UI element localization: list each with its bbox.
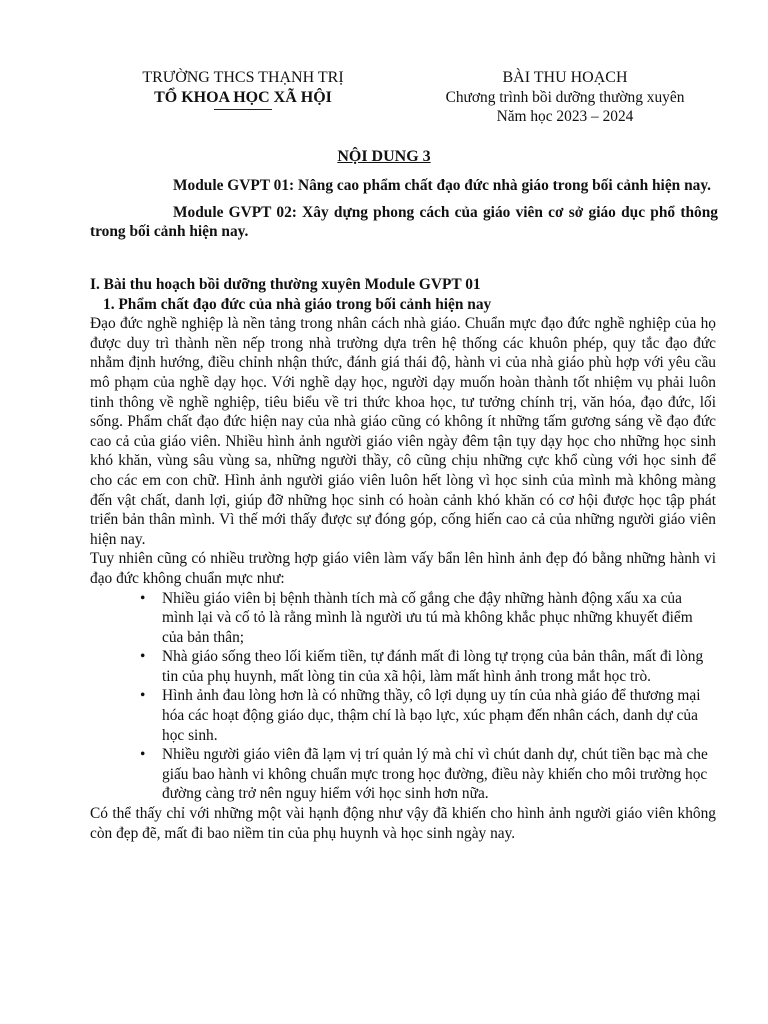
module-list xyxy=(90,176,718,249)
bullet-icon: • xyxy=(140,589,146,607)
module-item: Module GVPT 02: Xây dựng phong cách của giáo viên cơ sở giáo dục phổ thông trong bối cảnh hiện nay. xyxy=(90,203,718,241)
report-title: BÀI THU HOẠCH xyxy=(502,69,628,86)
bullet-list xyxy=(90,589,716,805)
section-subheading: 1. Phẩm chất đạo đức của nhà giáo trong bối cảnh hiện nay xyxy=(103,295,492,313)
report-block xyxy=(405,68,725,127)
list-item xyxy=(140,647,716,686)
list-item xyxy=(140,686,716,745)
school-block xyxy=(128,68,358,110)
list-item-text: Nhiều giáo viên bị bệnh thành tích mà cố gắng che đậy những hành động xấu xa của mình lại và cố tỏ là rằng mình là người ưu tú mà không khắc phục những khuyết điểm của bản thân; xyxy=(162,589,693,646)
list-item-text: Nhà giáo sống theo lối kiếm tiền, tự đánh mất đi lòng tự trọng của bản thân, mất đi lòng tin của phụ huynh, mất lòng tin của xã hội, làm mất hình ảnh trong mắt học trò. xyxy=(162,648,704,685)
school-name: TRƯỜNG THCS THẠNH TRỊ xyxy=(142,69,344,86)
report-year: Năm học 2023 – 2024 xyxy=(496,108,634,126)
header-underline xyxy=(214,109,272,110)
bullet-icon: • xyxy=(140,648,146,666)
report-program: Chương trình bồi dưỡng thường xuyên xyxy=(445,88,685,106)
department-name: TỔ KHOA HỌC XÃ HỘI xyxy=(154,88,332,106)
document-body xyxy=(90,275,716,843)
section-heading: I. Bài thu hoạch bồi dưỡng thường xuyên Module GVPT 01 xyxy=(90,276,481,293)
list-item xyxy=(140,745,716,804)
list-item-text: Hình ảnh đau lòng hơn là có những thầy, cô lợi dụng uy tín của nhà giáo để thương mại hóa các hoạt động giáo dục, thậm chí là bạo lực, xúc phạm đến nhân cách, danh dự của học sinh. xyxy=(162,687,701,744)
body-paragraph: Có thể thấy chỉ với những một vài hạnh động như vậy đã khiến cho hình ảnh người giáo viên không còn đẹp đẽ, mất đi bao niềm tin của phụ huynh và học sinh ngày nay. xyxy=(90,805,716,842)
body-paragraph: Tuy nhiên cũng có nhiều trường hợp giáo viên làm vấy bẩn lên hình ảnh đẹp đó bằng những hành vi đạo đức không chuẩn mực như: xyxy=(90,550,716,587)
content-title: NỘI DUNG 3 xyxy=(337,148,431,165)
list-item-text: Nhiều người giáo viên đã lạm vị trí quản lý mà chỉ vì chút danh dự, chút tiền bạc mà che giấu bao hành vi không chuẩn mực trong học đường, điều này khiến cho môi trường học đường càng trở nên nguy hiểm với học sinh hơn nữa. xyxy=(162,746,708,803)
list-item xyxy=(140,589,716,648)
body-paragraph: Đạo đức nghề nghiệp là nền tảng trong nhân cách nhà giáo. Chuẩn mực đạo đức nghề nghiệp của họ được duy trì thành nền nếp trong nhà trường dựa trên hệ thống các khuôn phép, quy tắc đạo đức nhằm định hướng, điều chỉnh nhận thức, đánh giá thái độ, hành vi của nhà giáo phù hợp với yêu cầu mô phạm của nghề dạy học. Với nghề dạy học, người dạy muốn hoàn thành tốt nhiệm vụ phải luôn tinh thông về nghề nghiệp, tiêu biểu về tri thức khoa học, tư tưởng chính trị, văn hóa, đạo đức, lối sống. Phẩm chất đạo đức hiện nay của nhà giáo cũng có không ít những tấm gương sáng về đạo đức cao cả của giáo viên. Nhiều hình ảnh người giáo viên ngày đêm tận tụy dạy học cho những học sinh khó khăn, vùng sâu vùng sa, những người thầy, cô cũng chịu những cực khổ cùng với học sinh để cho các em con chữ. Hình ảnh người giáo viên luôn hết lòng vì học sinh của mình mà không màng đến vật chất, danh lợi, giúp đỡ những học sinh có hoàn cảnh khó khăn có cơ hội được học tập phát triển bản thân mình. Vì thế mới thấy được sự đóng góp, cống hiến cao cả của những người giáo viên hiện nay. xyxy=(90,315,716,548)
document-header xyxy=(0,68,768,138)
bullet-icon: • xyxy=(140,687,146,705)
bullet-icon: • xyxy=(140,746,146,764)
module-item: Module GVPT 01: Nâng cao phẩm chất đạo đức nhà giáo trong bối cảnh hiện nay. xyxy=(173,177,712,194)
